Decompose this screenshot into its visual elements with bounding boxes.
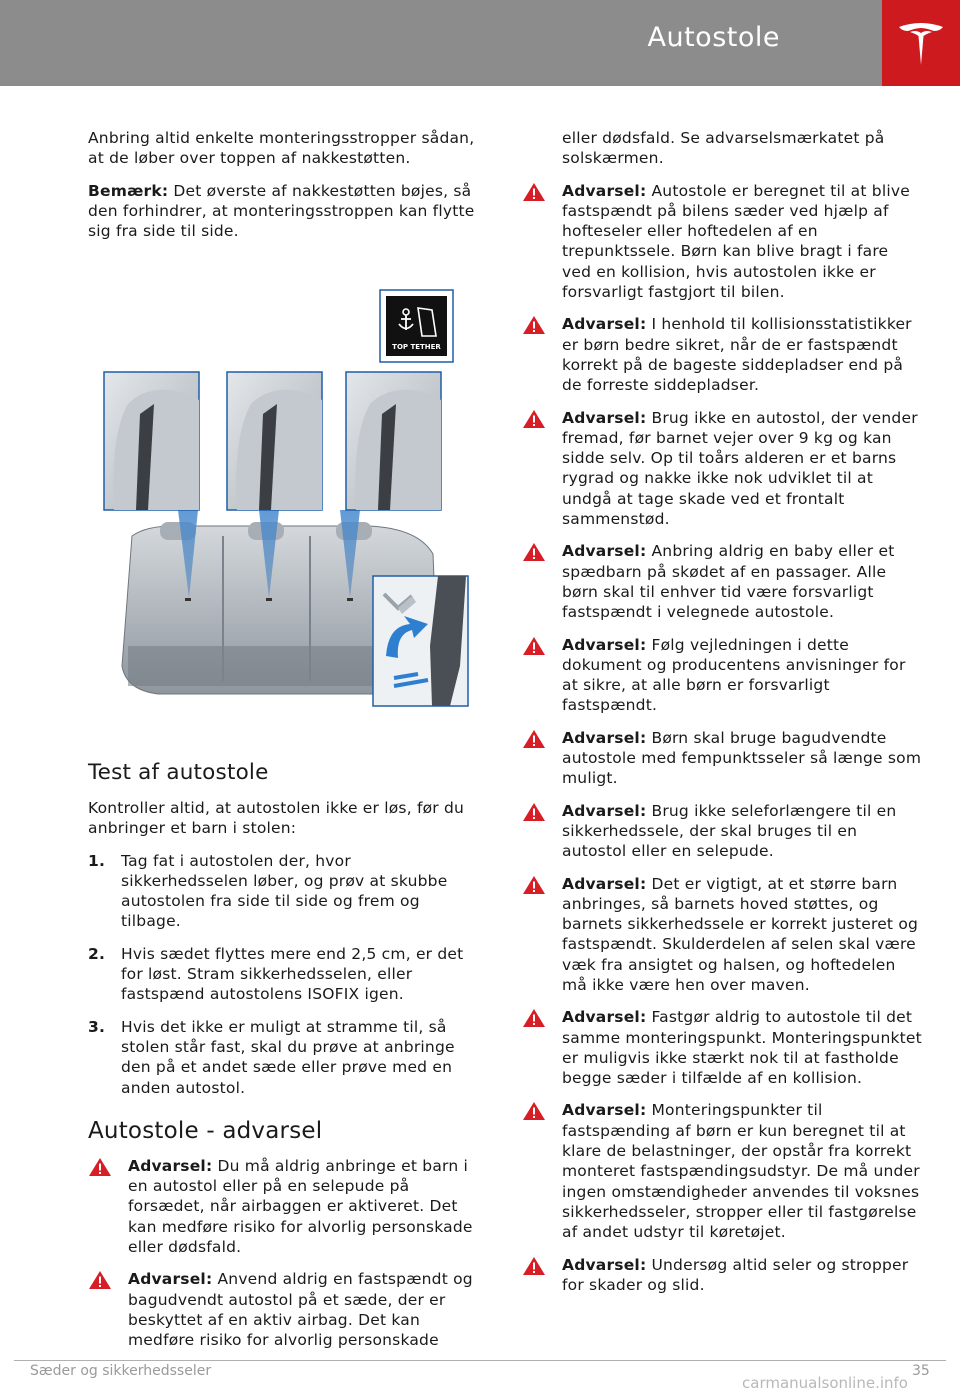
warning-triangle-icon [88,1270,112,1290]
list-item: 3. Hvis det ikke er muligt at stramme til, så stolen står fast, skal du prøve at anbringe den på et andet sæde eller prøve med en anden autostol. [88,1017,455,1097]
footer-divider [14,1360,946,1361]
top-tether-figure [88,286,478,716]
top-tether-label: TOP TETHER [392,343,441,351]
test-intro: Kontroller altid, at autostolen ikke er løs, før du anbringer et barn i stolen: [88,799,465,838]
warning-triangle-icon [88,1157,112,1177]
warning-triangle-icon [522,875,546,895]
warning-item: Advarsel: I henhold til kollisionsstatistikker er børn bedre sikret, når de er fastspændt korrekt på de bageste siddepladser end på de forreste siddepladser. [522,314,922,395]
watermark-text: carmanualsonline.info [742,1374,908,1392]
warning-triangle-icon [522,636,546,656]
continuation-text: eller dødsfald. Se advarselsmærkatet på solskærmen. [562,129,885,168]
warning-item: Advarsel: Monteringspunkter til fastspænding af børn er kun beregnet til at klare de belastninger, der opstår fra korrekt monteret fastspændingsudstyr. De må under ingen omstændigheder anvendes til voksnes sikkerhedsseler, stropper eller til fastgørelse af andet udstyr til køretøjet. [522,1100,922,1242]
warning-item: Advarsel: Følg vejledningen i dette dokument og producentens anvisninger for at sikre, at alle børn er forsvarligt fastspændt. [522,635,922,716]
note-paragraph [88,181,483,242]
warning-triangle-icon [522,802,546,822]
warning-triangle-icon [522,1101,546,1121]
warning-triangle-icon [522,1256,546,1276]
right-column [522,128,922,1307]
warning-triangle-icon [522,729,546,749]
warning-item: Advarsel: Anbring aldrig en baby eller et spædbarn på skødet af en passager. Alle børn skal til enhver tid være forsvarligt fastspændt i velegnede autostole. [522,541,922,622]
warning-item: Advarsel: Det er vigtigt, at et større barn anbringes, så barnets hoved støttes, og barnets sikkerhedssele er korrekt justeret og fastspændt. Skulderdelen af selen skal være væk fra ansigtet og halsen, og hoftedelen må ikke være hen over maven. [522,874,922,996]
warning-item: Advarsel: Brug ikke seleforlængere til en sikkerhedssele, der skal bruges til en autostol eller en selepude. [522,801,922,862]
right-warning-list [522,181,922,1296]
note-text: Det øverste af nakkestøtten bøjes, så den forhindrer, at monteringsstroppen kan flytte sig fra side til side. [88,181,475,241]
warning-heading: Autostole - advarsel [88,1117,323,1144]
warning-triangle-icon [522,409,546,429]
warning-item: Advarsel: Autostole er beregnet til at blive fastspændt på bilens sæder ved hjælp af hofteseler eller hoftedelen af en trepunktssele. Børn kan blive bragt i fare ved en kollision, hvis autostolen ikke er forsvarligt fastgjort til bilen. [522,181,922,303]
test-heading: Test af autostole [88,760,269,785]
warning-triangle-icon [522,315,546,335]
warning-triangle-icon [522,182,546,202]
page-number: 35 [912,1363,930,1379]
intro-paragraph: Anbring altid enkelte monteringsstropper sådan, at de løber over toppen af nakkestøtten. [88,129,475,168]
footer-section-name: Sæder og sikkerhedsseler [30,1363,212,1379]
top-tether-symbol [380,290,453,362]
warning-triangle-icon [522,542,546,562]
test-section [88,760,483,1363]
tesla-logo-icon [882,0,960,86]
warning-item: Advarsel: Brug ikke en autostol, der vender fremad, før barnet vejer over 9 kg og kan sidde selv. Op til toårs alderen er et barns rygrad og nakke ikke nok udviklet til at undgå at tage skade ved et frontalt sammenstød. [522,408,922,530]
warning-triangle-icon [522,1008,546,1028]
list-item: 1. Tag fat i autostolen der, hvor sikkerhedsselen løber, og prøv at skubbe autostolen fra side til side og frem og tilbage. [88,851,448,931]
note-label: Bemærk: [88,181,169,200]
warning-item: Advarsel: Du må aldrig anbringe et barn i en autostol eller på en selepude på forsædet, når airbaggen er aktiveret. Det kan medføre risiko for alvorlig personskade eller dødsfald. [88,1156,483,1257]
warning-item: Advarsel: Undersøg altid seler og stropper for skader og slid. [522,1255,922,1296]
page-header-bar [0,0,882,86]
page-title: Autostole [647,22,780,53]
warning-item: Advarsel: Fastgør aldrig to autostole til det samme monteringspunkt. Monteringspunktet er muligvis ikke stærkt nok til at fastholde begge sæder i tilfælde af en kollision. [522,1007,922,1088]
list-item: 2. Hvis sædet flyttes mere end 2,5 cm, er det for løst. Stram sikkerhedsselen, eller fastspænd autostolens ISOFIX igen. [88,944,464,1004]
left-column [88,128,483,253]
warning-item: Advarsel: Børn skal bruge bagudvendte autostole med fempunktsseler så længe som muligt. [522,728,922,789]
test-steps-list [88,851,483,1098]
warning-item: Advarsel: Anvend aldrig en fastspændt og bagudvendt autostol på et sæde, der er beskyttet af en aktiv airbag. Det kan medføre risiko for alvorlig personskade [88,1269,483,1350]
